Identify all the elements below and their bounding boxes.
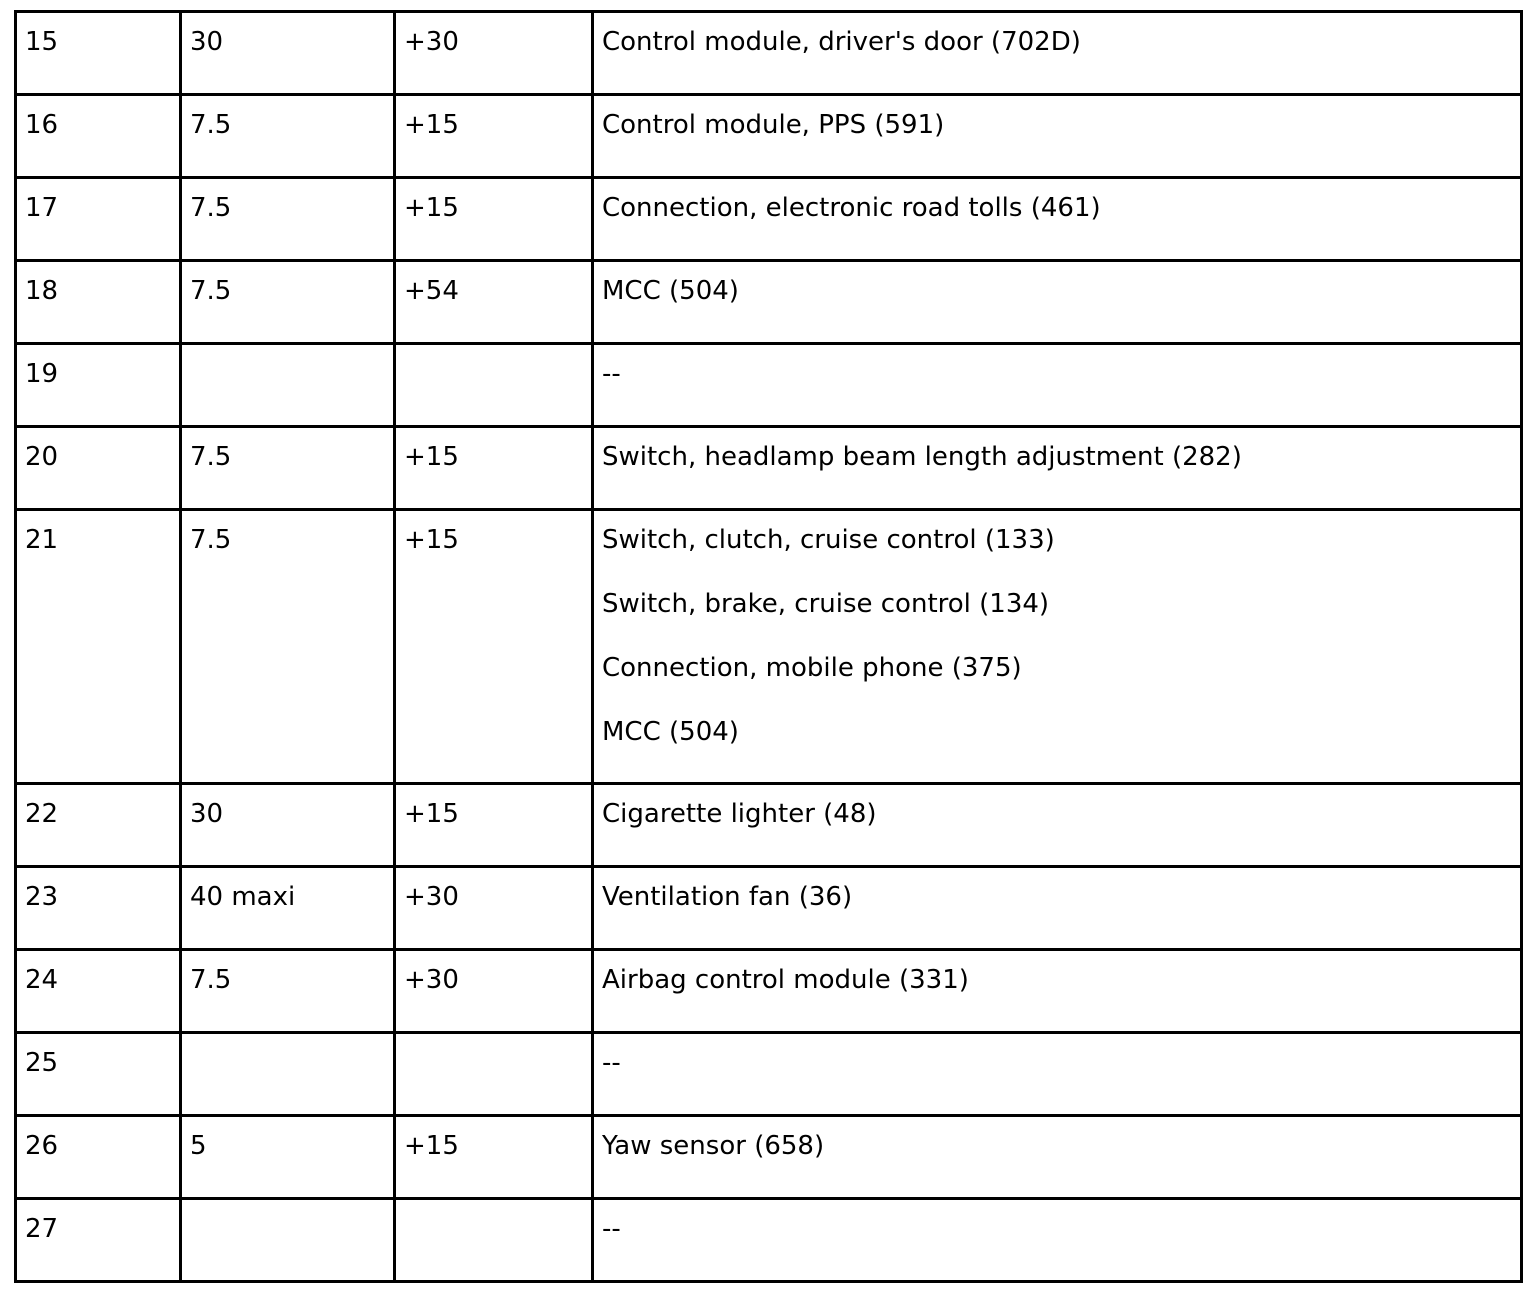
supply-cell: +15 [395, 784, 593, 867]
consumer-cell [593, 1199, 1522, 1282]
fuse-number-cell: 19 [16, 344, 181, 427]
fuse-number-cell: 22 [16, 784, 181, 867]
amperage-cell: 7.5 [181, 261, 395, 344]
consumer-text: MCC (504) [602, 717, 739, 747]
consumer-text: Switch, brake, cruise control (134) [602, 589, 1050, 619]
table-row [16, 510, 1522, 784]
consumer-text: Control module, PPS (591) [602, 110, 945, 140]
supply-cell [395, 1199, 593, 1282]
consumer-cell [593, 867, 1522, 950]
consumer-cell [593, 950, 1522, 1033]
consumer-cell [593, 95, 1522, 178]
supply-cell: +54 [395, 261, 593, 344]
supply-cell: +15 [395, 510, 593, 784]
consumer-cell [593, 1033, 1522, 1116]
supply-cell: +15 [395, 427, 593, 510]
consumer-cell [593, 178, 1522, 261]
consumer-cell [593, 427, 1522, 510]
amperage-cell: 7.5 [181, 510, 395, 784]
consumer-cell [593, 12, 1522, 95]
consumer-cell [593, 1116, 1522, 1199]
consumer-text: Airbag control module (331) [602, 965, 969, 995]
supply-cell: +30 [395, 12, 593, 95]
consumer-cell [593, 261, 1522, 344]
amperage-cell [181, 1199, 395, 1282]
supply-cell: +15 [395, 1116, 593, 1199]
amperage-cell: 5 [181, 1116, 395, 1199]
table-row [16, 950, 1522, 1033]
consumer-cell [593, 784, 1522, 867]
fuse-number-cell: 26 [16, 1116, 181, 1199]
consumer-text: Switch, clutch, cruise control (133) [602, 525, 1055, 555]
supply-cell: +15 [395, 95, 593, 178]
amperage-cell: 7.5 [181, 178, 395, 261]
table-row [16, 178, 1522, 261]
consumer-text: MCC (504) [602, 276, 739, 306]
table-row [16, 427, 1522, 510]
table-row [16, 1033, 1522, 1116]
fuse-table [14, 10, 1523, 1283]
fuse-number-cell: 24 [16, 950, 181, 1033]
consumer-text: Connection, electronic road tolls (461) [602, 193, 1101, 223]
consumer-cell [593, 510, 1522, 784]
amperage-cell: 30 [181, 784, 395, 867]
supply-cell [395, 1033, 593, 1116]
consumer-text: Cigarette lighter (48) [602, 799, 877, 829]
fuse-number-cell: 21 [16, 510, 181, 784]
fuse-number-cell: 23 [16, 867, 181, 950]
amperage-cell [181, 344, 395, 427]
consumer-text: Switch, headlamp beam length adjustment (282) [602, 442, 1242, 472]
fuse-number-cell: 18 [16, 261, 181, 344]
supply-cell: +15 [395, 178, 593, 261]
consumer-text: -- [602, 359, 621, 389]
amperage-cell [181, 1033, 395, 1116]
table-row [16, 1199, 1522, 1282]
supply-cell: +30 [395, 867, 593, 950]
table-row [16, 1116, 1522, 1199]
table-row [16, 12, 1522, 95]
table-row [16, 784, 1522, 867]
fuse-number-cell: 20 [16, 427, 181, 510]
supply-cell [395, 344, 593, 427]
consumer-text: -- [602, 1048, 621, 1078]
supply-cell: +30 [395, 950, 593, 1033]
consumer-text: Ventilation fan (36) [602, 882, 853, 912]
fuse-number-cell: 27 [16, 1199, 181, 1282]
fuse-number-cell: 17 [16, 178, 181, 261]
amperage-cell: 7.5 [181, 95, 395, 178]
table-row [16, 867, 1522, 950]
table-row [16, 95, 1522, 178]
fuse-number-cell: 25 [16, 1033, 181, 1116]
consumer-text: Yaw sensor (658) [602, 1131, 825, 1161]
fuse-number-cell: 16 [16, 95, 181, 178]
amperage-cell: 7.5 [181, 950, 395, 1033]
amperage-cell: 30 [181, 12, 395, 95]
table-row [16, 344, 1522, 427]
consumer-text: Control module, driver's door (702D) [602, 27, 1081, 57]
consumer-cell [593, 344, 1522, 427]
consumer-text: Connection, mobile phone (375) [602, 653, 1022, 683]
amperage-cell: 7.5 [181, 427, 395, 510]
table-row [16, 261, 1522, 344]
fuse-number-cell: 15 [16, 12, 181, 95]
amperage-cell: 40 maxi [181, 867, 395, 950]
consumer-text: -- [602, 1214, 621, 1244]
